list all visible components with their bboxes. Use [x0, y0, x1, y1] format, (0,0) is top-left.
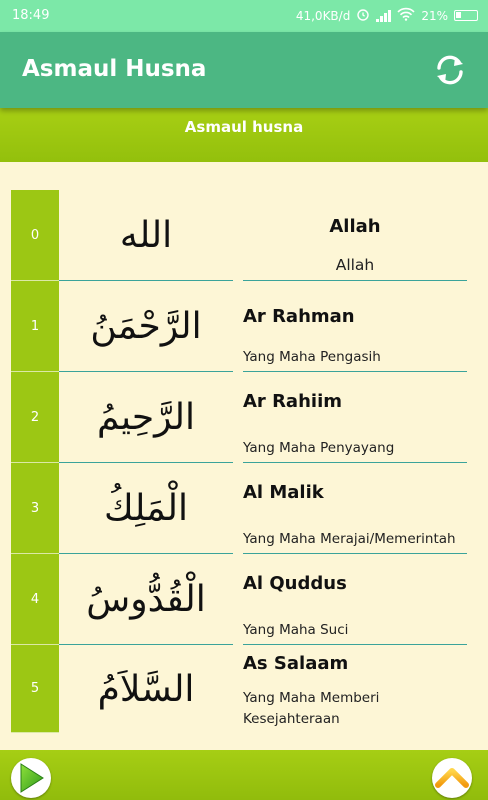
scroll-up-button[interactable]	[432, 758, 472, 798]
arabic-name: السَّلاَمُ	[97, 668, 195, 710]
list-item[interactable]	[11, 463, 477, 554]
chevron-up-icon	[432, 758, 472, 798]
play-button[interactable]	[11, 758, 51, 798]
name-meaning: Yang Maha Merajai/Memerintah	[243, 531, 456, 547]
name-meaning: Yang Maha Penyayang	[243, 440, 395, 456]
latin-name: Ar Rahiim	[243, 391, 342, 412]
arabic-name: الله	[119, 215, 173, 256]
status-time: 18:49	[12, 8, 50, 23]
item-number: 3	[11, 463, 59, 554]
name-meaning: Allah	[335, 256, 375, 274]
arabic-name: الرَّحْمَنُ	[90, 306, 202, 347]
item-number: 1	[11, 281, 59, 372]
item-number: 5	[11, 645, 59, 733]
refresh-button[interactable]	[432, 52, 468, 88]
battery-icon	[454, 10, 478, 21]
list-item[interactable]	[11, 281, 477, 372]
latin-name: Ar Rahman	[243, 306, 355, 327]
names-list[interactable]	[11, 190, 477, 750]
play-icon	[11, 758, 51, 798]
bottom-bar	[0, 750, 488, 800]
arabic-name: الرَّحِيمُ	[97, 397, 195, 438]
item-number: 2	[11, 372, 59, 463]
app-bar	[0, 32, 488, 108]
list-item[interactable]	[11, 190, 477, 281]
latin-name: As Salaam	[243, 653, 349, 674]
cell-signal-icon	[376, 10, 391, 22]
network-speed: 41,0KB/d	[295, 8, 351, 23]
arabic-name: الْقُدُّوسُ	[86, 579, 206, 620]
alarm-icon	[356, 7, 370, 24]
item-number: 4	[11, 554, 59, 645]
section-header	[0, 108, 488, 162]
status-icons	[296, 7, 478, 24]
section-title: Asmaul husna	[184, 118, 304, 136]
list-item[interactable]	[11, 645, 477, 750]
list-item[interactable]	[11, 554, 477, 645]
name-meaning: Yang Maha Pengasih	[243, 349, 381, 365]
latin-name: Allah	[329, 216, 381, 237]
name-meaning: Yang Maha Suci	[243, 622, 349, 638]
item-number: 0	[11, 190, 59, 281]
list-item[interactable]	[11, 372, 477, 463]
refresh-icon	[433, 53, 467, 87]
name-meaning: Yang Maha Memberi Kesejahteraan	[243, 690, 380, 727]
wifi-icon	[397, 7, 415, 24]
latin-name: Al Quddus	[243, 573, 347, 594]
status-bar	[0, 0, 488, 32]
battery-percent: 21%	[421, 8, 448, 23]
arabic-name: الْمَلِكُ	[103, 488, 189, 529]
app-title: Asmaul Husna	[22, 56, 207, 82]
latin-name: Al Malik	[243, 482, 324, 503]
